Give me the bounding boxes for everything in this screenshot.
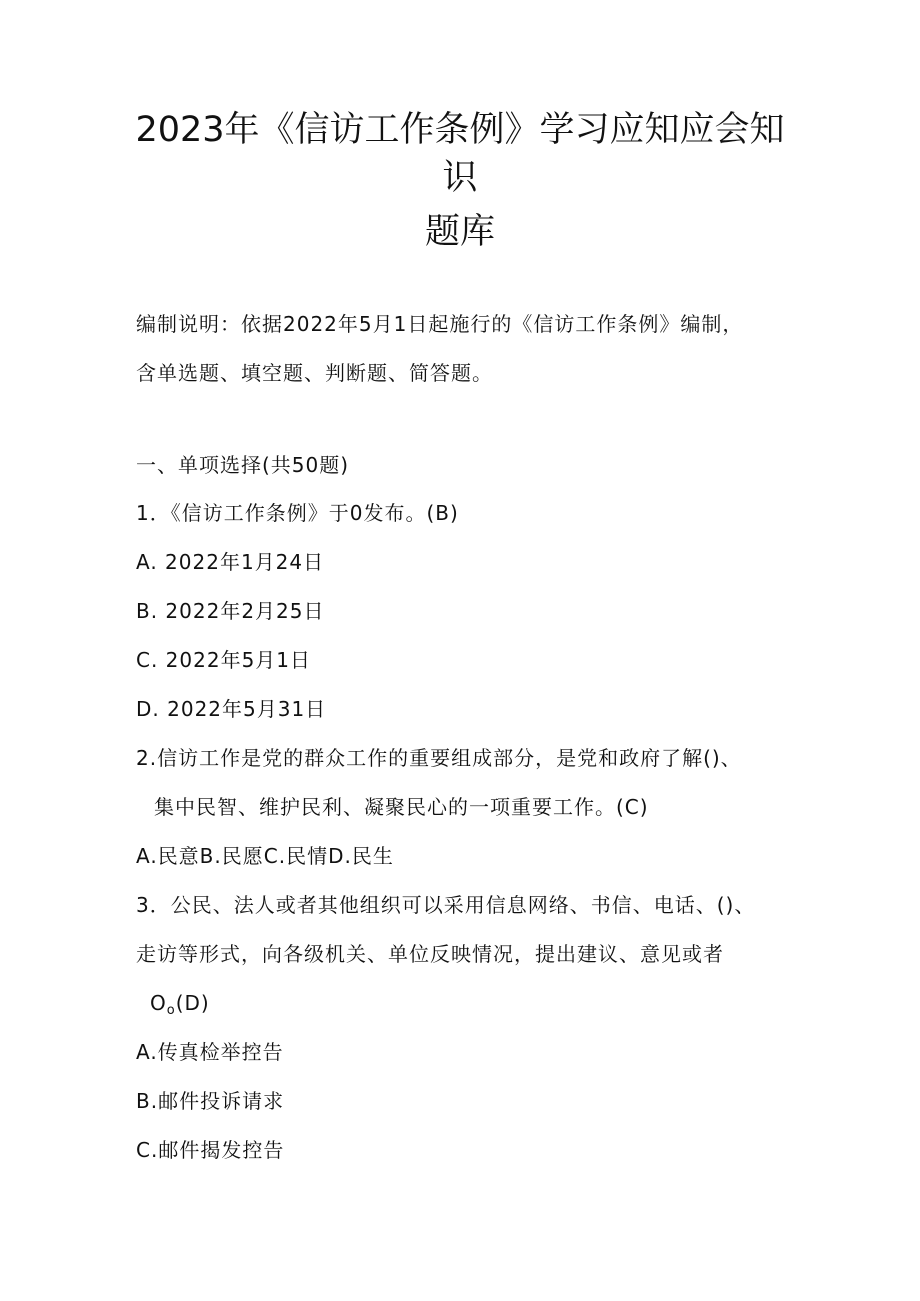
question-3-line-1: 3．公民、法人或者其他组织可以采用信息网络、书信、电话、()、: [136, 893, 756, 917]
question-1-option-a: A. 2022年1月24日: [136, 550, 325, 574]
document-title-line-3: 题库: [424, 212, 495, 252]
intro-line-2: 含单选题、填空题、判断题、简答题。: [136, 361, 493, 385]
question-3-answer: (D): [175, 991, 210, 1015]
question-1-option-c: C. 2022年5月1日: [136, 648, 312, 672]
question-2-line-1: 2.信访工作是党的群众工作的重要组成部分，是党和政府了解()、: [136, 746, 742, 770]
question-3-option-c: C.邮件揭发控告: [136, 1138, 285, 1162]
question-3-blank-subscript: o: [166, 1003, 176, 1018]
question-1: 1．《信访工作条例》于0发布。(B): [136, 501, 459, 525]
question-2-options: A.民意B.民愿C.民情D.民生: [136, 844, 394, 868]
document-title-line-1: 2023年《信访工作条例》学习应知应会知: [135, 110, 785, 150]
question-3-blank-mark: O: [150, 991, 167, 1015]
question-3-line-3: [150, 989, 210, 1025]
section-heading: 一、单项选择(共50题): [136, 453, 350, 477]
question-2-line-2: 集中民智、维护民利、凝聚民心的一项重要工作。(C): [154, 795, 649, 819]
question-3-option-a: A.传真检举控告: [136, 1040, 284, 1064]
question-1-option-b: B. 2022年2月25日: [136, 599, 325, 623]
question-3-line-2: 走访等形式，向各级机关、单位反映情况，提出建议、意见或者: [136, 942, 724, 966]
intro-line-1: 编制说明：依据2022年5月1日起施行的《信访工作条例》编制，: [136, 312, 744, 336]
question-1-option-d: D. 2022年5月31日: [136, 697, 327, 721]
document-title-line-2: 识: [442, 158, 478, 198]
question-3-option-b: B.邮件投诉请求: [136, 1089, 285, 1113]
